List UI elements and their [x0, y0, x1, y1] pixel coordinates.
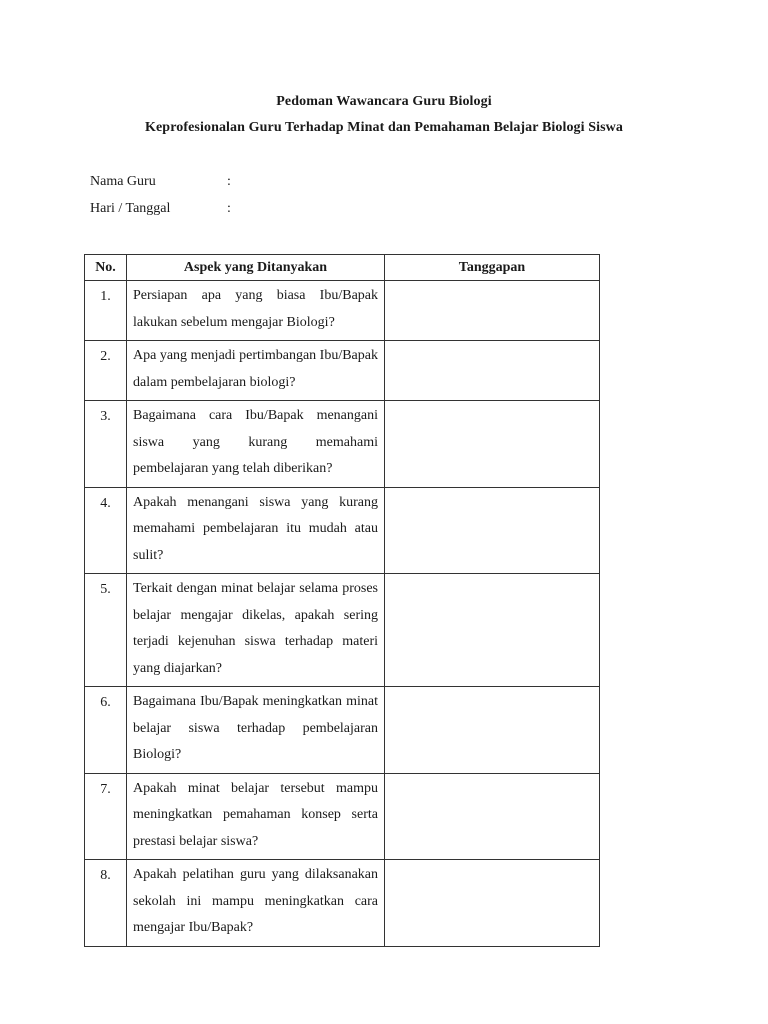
interview-table [84, 254, 600, 947]
response-cell[interactable] [385, 341, 600, 401]
response-cell[interactable] [385, 487, 600, 574]
info-nama-guru [90, 174, 231, 190]
row-number: 3. [85, 401, 127, 488]
row-number: 6. [85, 687, 127, 774]
question-cell [127, 687, 385, 774]
question-cell [127, 401, 385, 488]
response-cell[interactable] [385, 687, 600, 774]
hari-tanggal-label: Hari / Tanggal [90, 201, 171, 216]
question-cell [127, 773, 385, 860]
nama-guru-label: Nama Guru [90, 174, 156, 189]
row-number: 5. [85, 574, 127, 687]
header-no: No. [85, 255, 127, 281]
response-cell[interactable] [385, 574, 600, 687]
nama-guru-separator: : [227, 174, 231, 189]
response-cell[interactable] [385, 860, 600, 947]
response-cell[interactable] [385, 281, 600, 341]
table-row [85, 341, 600, 401]
question-cell [127, 281, 385, 341]
question-cell [127, 574, 385, 687]
row-number: 4. [85, 487, 127, 574]
header-tanggapan: Tanggapan [385, 255, 600, 281]
header-aspek: Aspek yang Ditanyakan [127, 255, 385, 281]
table-row [85, 687, 600, 774]
question-cell [127, 341, 385, 401]
question-text: Terkait dengan minat belajar selama proses belajar mengajar dikelas, apakah sering terjadi kejenuhan siswa terhadap materi yang diajarkan? [133, 581, 378, 676]
question-text: Apakah pelatihan guru yang dilaksanakan sekolah ini mampu meningkatkan cara mengajar Ibu/Bapak? [133, 867, 378, 935]
info-hari-tanggal [90, 201, 231, 217]
table-row [85, 487, 600, 574]
question-cell [127, 860, 385, 947]
table-row [85, 860, 600, 947]
table-row [85, 773, 600, 860]
question-text: Bagaimana Ibu/Bapak meningkatkan minat belajar siswa terhadap pembelajaran Biologi? [133, 694, 378, 762]
row-number: 1. [85, 281, 127, 341]
question-text: Apakah minat belajar tersebut mampu meningkatkan pemahaman konsep serta prestasi belajar siswa? [133, 780, 378, 849]
question-text: Bagaimana cara Ibu/Bapak menangani siswa yang kurang memahami pembelajaran yang telah diberikan? [133, 408, 378, 476]
response-cell[interactable] [385, 773, 600, 860]
row-number: 7. [85, 773, 127, 860]
table-row [85, 574, 600, 687]
table-header-row [85, 255, 600, 281]
table-row [85, 401, 600, 488]
row-number: 2. [85, 341, 127, 401]
hari-tanggal-separator: : [227, 201, 231, 216]
question-text: Persiapan apa yang biasa Ibu/Bapak lakukan sebelum mengajar Biologi? [133, 288, 378, 330]
document-subtitle: Keprofesionalan Guru Terhadap Minat dan Pemahaman Belajar Biologi Siswa [145, 120, 623, 135]
response-cell[interactable] [385, 401, 600, 488]
table-row [85, 281, 600, 341]
row-number: 8. [85, 860, 127, 947]
question-text: Apakah menangani siswa yang kurang memahami pembelajaran itu mudah atau sulit? [133, 494, 378, 563]
question-text: Apa yang menjadi pertimbangan Ibu/Bapak dalam pembelajaran biologi? [133, 348, 378, 390]
question-cell [127, 487, 385, 574]
document-title: Pedoman Wawancara Guru Biologi [276, 94, 492, 109]
